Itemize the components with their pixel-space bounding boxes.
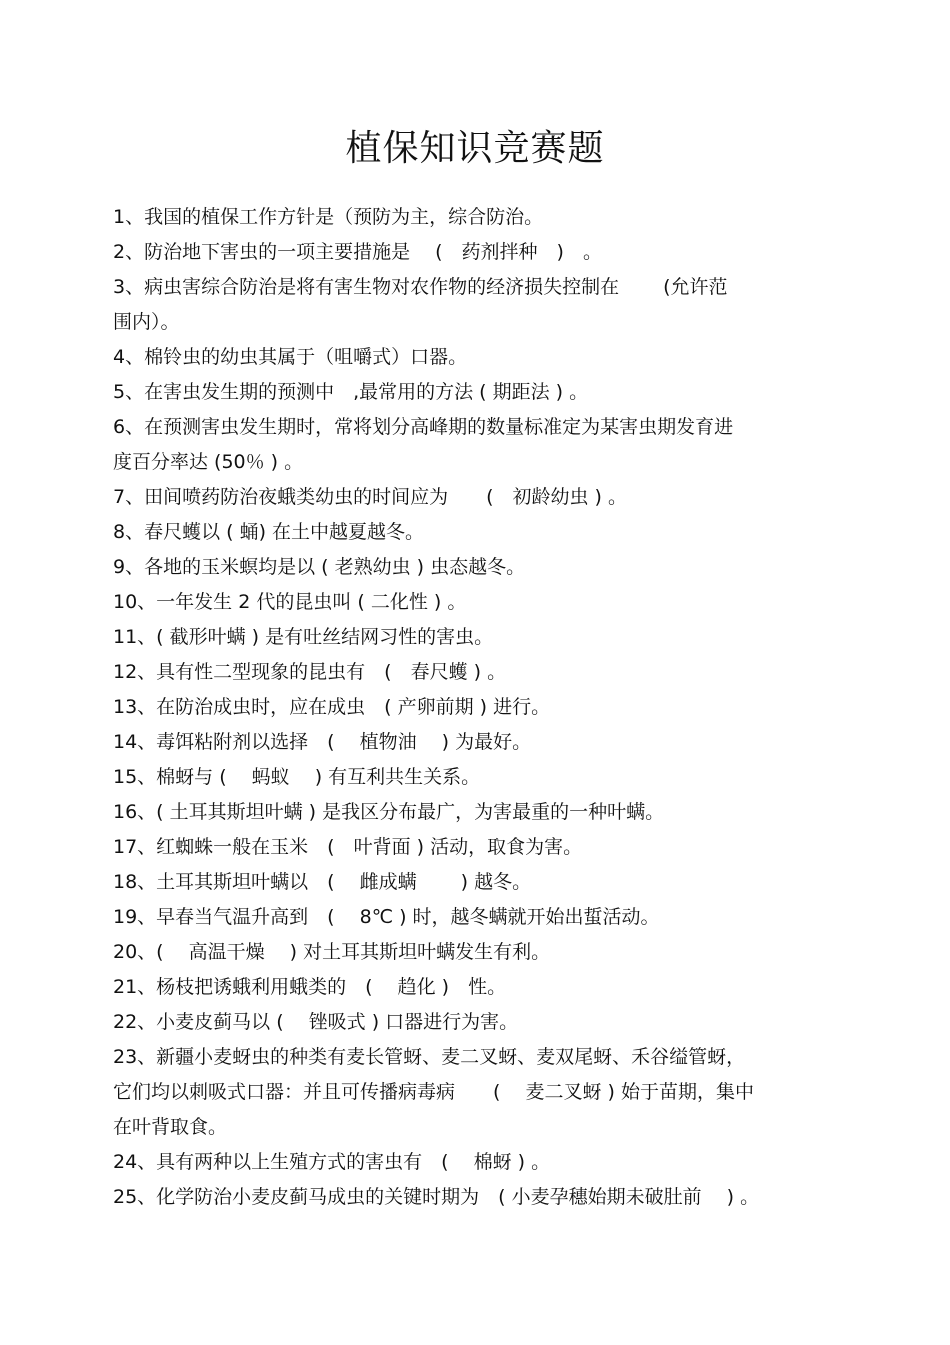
question-line-1: 1、我国的植保工作方针是（预防为主，综合防治。: [113, 206, 544, 228]
question-line-13: 13、在防治成虫时，应在成虫 ( 产卵前期 ) 进行。: [113, 696, 551, 718]
question-line-8: 8、春尺蠖以 ( 蛹) 在土中越夏越冬。: [113, 521, 425, 543]
question-line-17: 17、红蜘蛛一般在玉米 ( 叶背面 ) 活动，取食为害。: [113, 836, 583, 858]
question-line-4: 4、棉铃虫的幼虫其属于（咀嚼式）口器。: [113, 346, 468, 368]
question-line-23-cont-2: 在叶背取食。: [113, 1116, 228, 1138]
question-line-23: 23、新疆小麦蚜虫的种类有麦长管蚜、麦二叉蚜、麦双尾蚜、禾谷缢管蚜，: [113, 1046, 746, 1068]
question-line-19: 19、早春当气温升高到 ( 8℃ ) 时，越冬螨就开始出蜇活动。: [113, 906, 660, 928]
question-line-10: 10、一年发生 2 代的昆虫叫 ( 二化性 ) 。: [113, 591, 467, 613]
question-line-5: 5、在害虫发生期的预测中 ,最常用的方法 ( 期距法 ) 。: [113, 381, 589, 403]
question-line-23-cont: 它们均以刺吸式口器：并且可传播病毒病 ( 麦二叉蚜 ) 始于苗期，集中: [113, 1081, 754, 1103]
question-line-11: 11、( 截形叶螨 ) 是有吐丝结网习性的害虫。: [113, 626, 494, 648]
question-line-6: 6、在预测害虫发生期时，常将划分高峰期的数量标准定为某害虫期发育进: [113, 416, 734, 438]
question-line-22: 22、小麦皮蓟马以 ( 锉吸式 ) 口器进行为害。: [113, 1011, 519, 1033]
question-line-9: 9、各地的玉米螟均是以 ( 老熟幼虫 ) 虫态越冬。: [113, 556, 526, 578]
question-line-14: 14、毒饵粘附剂以选择 ( 植物油 ) 为最好。: [113, 731, 532, 753]
question-line-12: 12、具有性二型现象的昆虫有 ( 春尺蠖 ) 。: [113, 661, 507, 683]
question-line-15: 15、棉蚜与 ( 蚂蚁 ) 有互利共生关系。: [113, 766, 481, 788]
question-line-18: 18、土耳其斯坦叶螨以 ( 雌成螨 ) 越冬。: [113, 871, 532, 893]
question-line-3: 3、病虫害综合防治是将有害生物对农作物的经济损失控制在 (允许范: [113, 276, 728, 298]
question-list: [113, 200, 831, 1215]
question-line-7: 7、田间喷药防治夜蛾类幼虫的时间应为 ( 初龄幼虫 ) 。: [113, 486, 627, 508]
question-line-6-cont: 度百分率达 (50％ ) 。: [113, 451, 304, 473]
question-line-16: 16、( 土耳其斯坦叶螨 ) 是我区分布最广，为害最重的一种叶螨。: [113, 801, 665, 823]
question-line-21: 21、杨枝把诱蛾利用蛾类的 ( 趋化 ) 性。: [113, 976, 507, 998]
question-line-2: 2、防治地下害虫的一项主要措施是 ( 药剂拌种 ) 。: [113, 241, 602, 263]
question-line-24: 24、具有两种以上生殖方式的害虫有 ( 棉蚜 ) 。: [113, 1151, 551, 1173]
question-line-3-cont: 围内）。: [113, 311, 180, 333]
question-line-20: 20、( 高温干燥 ) 对土耳其斯坦叶螨发生有利。: [113, 941, 551, 963]
page-title: 植保知识竞赛题: [345, 128, 605, 169]
question-line-25: 25、化学防治小麦皮蓟马成虫的关键时期为 ( 小麦孕穗始期未破肚前 ) 。: [113, 1186, 760, 1208]
